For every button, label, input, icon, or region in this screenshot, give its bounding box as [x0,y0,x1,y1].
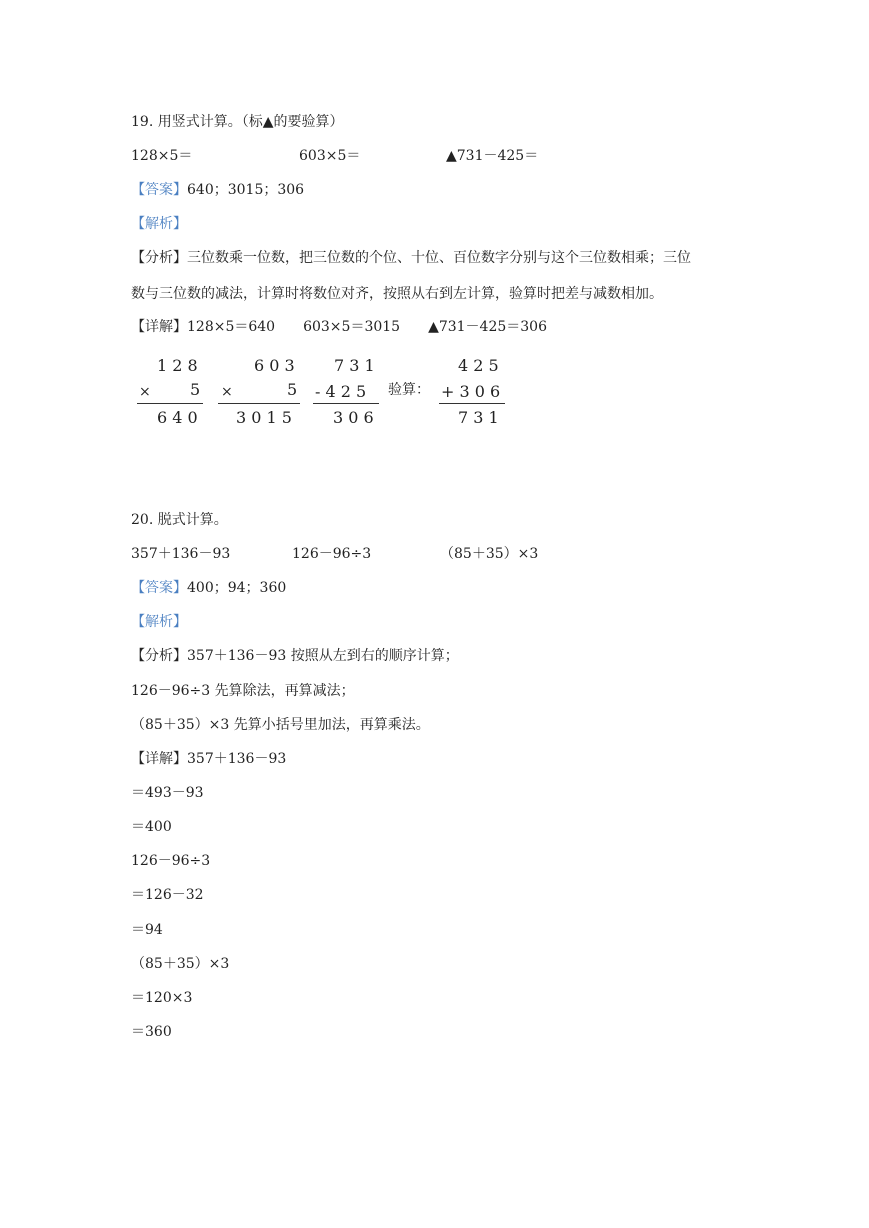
q20-problem-2: 126－96÷3 [292,546,372,562]
vc-c-top: 7 3 1 [334,356,375,375]
check-label: 验算： [388,382,430,398]
vc-b-result: 3 0 1 5 [236,408,292,427]
vc-b-line [218,403,300,404]
vc-d-top: 4 2 5 [458,356,499,375]
q20-analysis-3: （85＋35）×3 先算小括号里加法，再算乘法。 [131,717,430,733]
q19-answer-line [131,181,304,199]
q20-step: 126－96÷3 [131,853,211,869]
q19-analysis-1: 【分析】三位数乘一位数，把三位数的个位、十位、百位数字分别与这个三位数相乘；三位 [131,250,691,266]
q20-step: （85＋35）×3 [131,956,230,972]
q19-detail: 【详解】128×5＝640 603×5＝3015 ▲731－425＝306 [131,319,548,335]
q20-step: ＝126－32 [131,887,204,903]
vc-d-line [439,403,505,404]
q20-answer-line [131,579,286,597]
q19-title: 19. 用竖式计算。（标▲的要验算） [131,114,344,130]
vc-b-mid: 5 [287,380,298,399]
q20-step: ＝94 [131,922,163,938]
vc-a-result: 6 4 0 [157,408,198,427]
vc-a-top: 1 2 8 [157,356,198,375]
q19-analysis-2: 数与三位数的减法，计算时将数位对齐，按照从右到左计算，验算时把差与减数相加。 [131,286,663,302]
q20-analysis-2: 126－96÷3 先算除法，再算减法； [131,683,355,699]
q19-problem-2: 603×5＝ [299,148,361,164]
vc-c-mid: - 4 2 5 [315,382,367,401]
q20-analysis-1: 【分析】357＋136－93 按照从左到右的顺序计算； [131,648,459,664]
vc-a-mid: 5 [190,380,201,399]
q19-answer: 640；3015；306 [187,182,305,198]
q20-step: ＝360 [131,1024,172,1040]
q20-step: 【详解】357＋136－93 [131,751,287,767]
q20-step: ＝400 [131,819,172,835]
vc-a-line [137,403,203,404]
q20-answer: 400；94；360 [187,580,287,596]
vc-d-mid: + 3 0 6 [441,382,501,401]
q20-step: ＝120×3 [131,990,193,1006]
vc-b-top: 6 0 3 [254,356,295,375]
answer-tag: 【答案】 [131,182,187,198]
vc-d-result: 7 3 1 [458,408,499,427]
q19-jiexi: 【解析】 [131,216,187,232]
q20-title: 20. 脱式计算。 [131,512,228,528]
vc-c-line [313,403,379,404]
vc-b-op: × [221,384,233,400]
q20-problem-3: （85＋35）×3 [440,546,539,562]
answer-tag: 【答案】 [131,580,187,596]
q20-jiexi: 【解析】 [131,614,187,630]
q19-problem-3: ▲731－425＝ [446,148,539,164]
q20-problem-1: 357＋136－93 [131,546,231,562]
q20-step: ＝493－93 [131,785,204,801]
vc-a-op: × [139,384,151,400]
q19-problem-1: 128×5＝ [131,148,193,164]
vc-c-result: 3 0 6 [333,408,374,427]
